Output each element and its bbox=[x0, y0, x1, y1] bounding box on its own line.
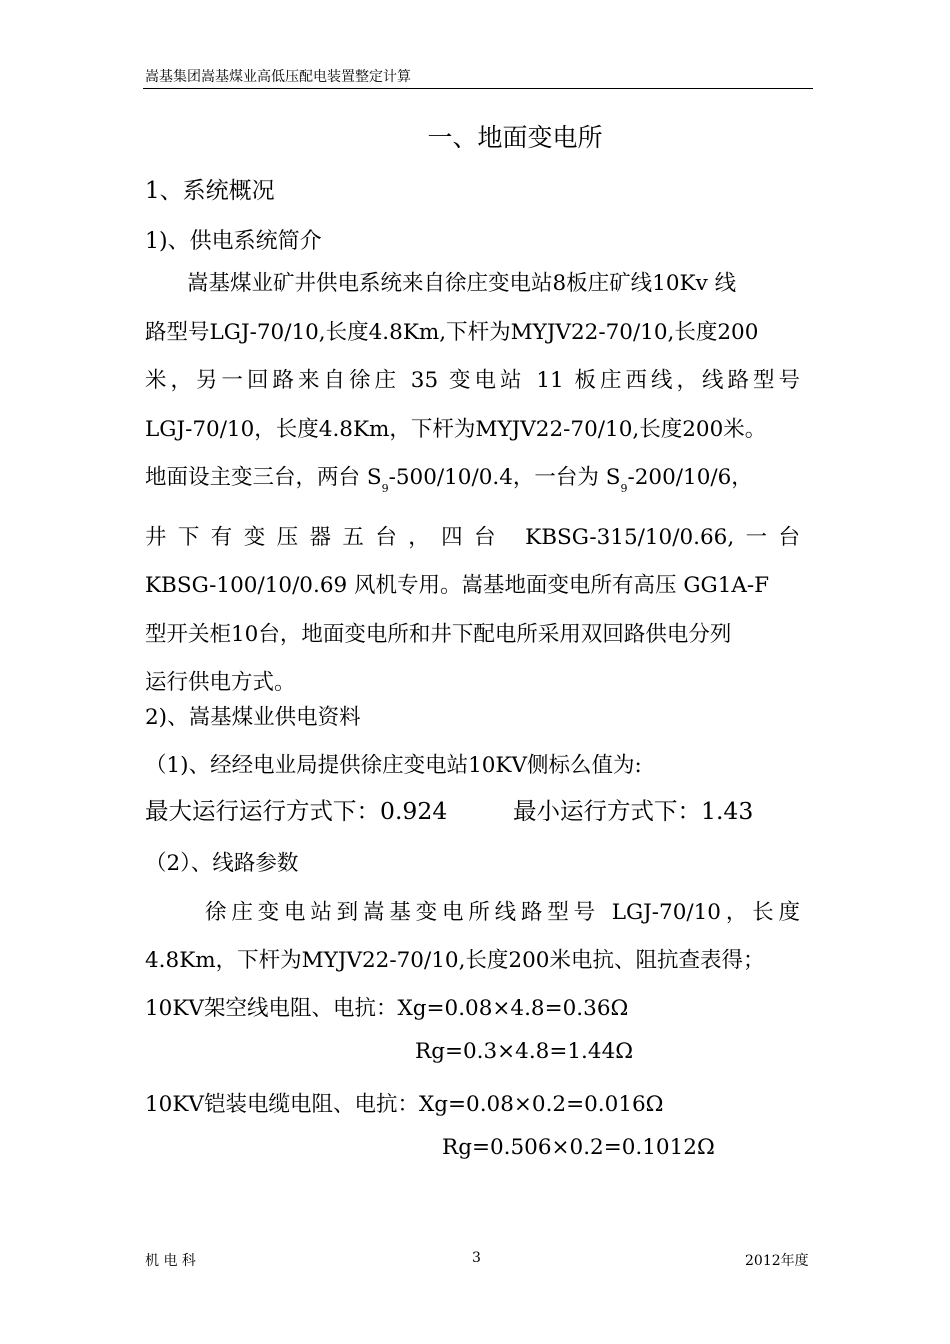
intro-line-5b: -500/10/0.4，一台为 S bbox=[388, 465, 621, 490]
min-operation-value: 最小运行方式下：1.43 bbox=[513, 797, 754, 825]
footer-year: 2012年度 bbox=[745, 1253, 809, 1269]
intro-line-4: LGJ-70/10，长度4.8Km，下杆为MYJV22-70/10,长度200米。 bbox=[145, 416, 767, 442]
intro-line-6: 井下有变压器五台，四台 KBSG-315/10/0.66,一台 bbox=[145, 524, 800, 550]
params-line-2: 4.8Km，下杆为MYJV22-70/10,长度200米电抗、阻抗查表得； bbox=[145, 948, 765, 973]
params-line-3: 10KV架空线电阻、电抗：Xg=0.08×4.8=0.36Ω bbox=[145, 996, 629, 1021]
intro-paragraph bbox=[145, 260, 800, 708]
heading-supply-data: 2)、嵩基煤业供电资料 bbox=[145, 705, 361, 730]
subscript-9: 9 bbox=[620, 482, 628, 495]
params-line-5: 10KV铠装电缆电阻、电抗：Xg=0.08×0.2=0.016Ω bbox=[145, 1092, 664, 1117]
section-title: 一、地面变电所 bbox=[427, 123, 603, 152]
intro-line-5c: -200/10/6， bbox=[627, 465, 753, 490]
running-header: 嵩基集团嵩基煤业高低压配电装置整定计算 bbox=[145, 69, 411, 85]
intro-line-2: 路型号LGJ-70/10,长度4.8Km,下杆为MYJV22-70/10,长度200 bbox=[145, 319, 759, 345]
subscript-9: 9 bbox=[381, 482, 389, 495]
intro-line-1: 嵩基煤业矿井供电系统来自徐庄变电站8板庄矿线10Kv 线 bbox=[187, 271, 737, 296]
footer-page-number: 3 bbox=[472, 1250, 481, 1266]
intro-line-5a: 地面设主变三台，两台 S bbox=[145, 465, 382, 490]
params-line-1: 徐庄变电站到嵩基变电所线路型号 LGJ-70/10，长度 bbox=[205, 900, 800, 925]
intro-line-3: 米，另一回路来自徐庄 35 变电站 11 板庄西线，线路型号 bbox=[145, 368, 800, 393]
params-line-6: Rg=0.506×0.2=0.1012Ω bbox=[442, 1135, 715, 1160]
footer-department: 机 电 科 bbox=[145, 1253, 196, 1269]
heading-system-overview: 1、系统概况 bbox=[145, 178, 275, 204]
params-line-4: Rg=0.3×4.8=1.44Ω bbox=[415, 1039, 634, 1064]
intro-line-8: 型开关柜10台，地面变电所和井下配电所采用双回路供电分列 bbox=[145, 621, 732, 647]
item-2: （2）、线路参数 bbox=[145, 851, 299, 876]
intro-line-7: KBSG-100/10/0.69 风机专用。嵩基地面变电所有高压 GG1A-F bbox=[145, 573, 770, 598]
header-divider bbox=[143, 88, 813, 89]
heading-power-supply-intro: 1)、供电系统简介 bbox=[145, 229, 322, 254]
max-operation-value: 最大运行运行方式下：0.924 bbox=[145, 797, 448, 825]
item-1: （1)、经经电业局提供徐庄变电站10KV侧标么值为: bbox=[145, 753, 642, 778]
intro-line-9: 运行供电方式。 bbox=[145, 670, 296, 695]
intro-line-5 bbox=[145, 454, 800, 514]
